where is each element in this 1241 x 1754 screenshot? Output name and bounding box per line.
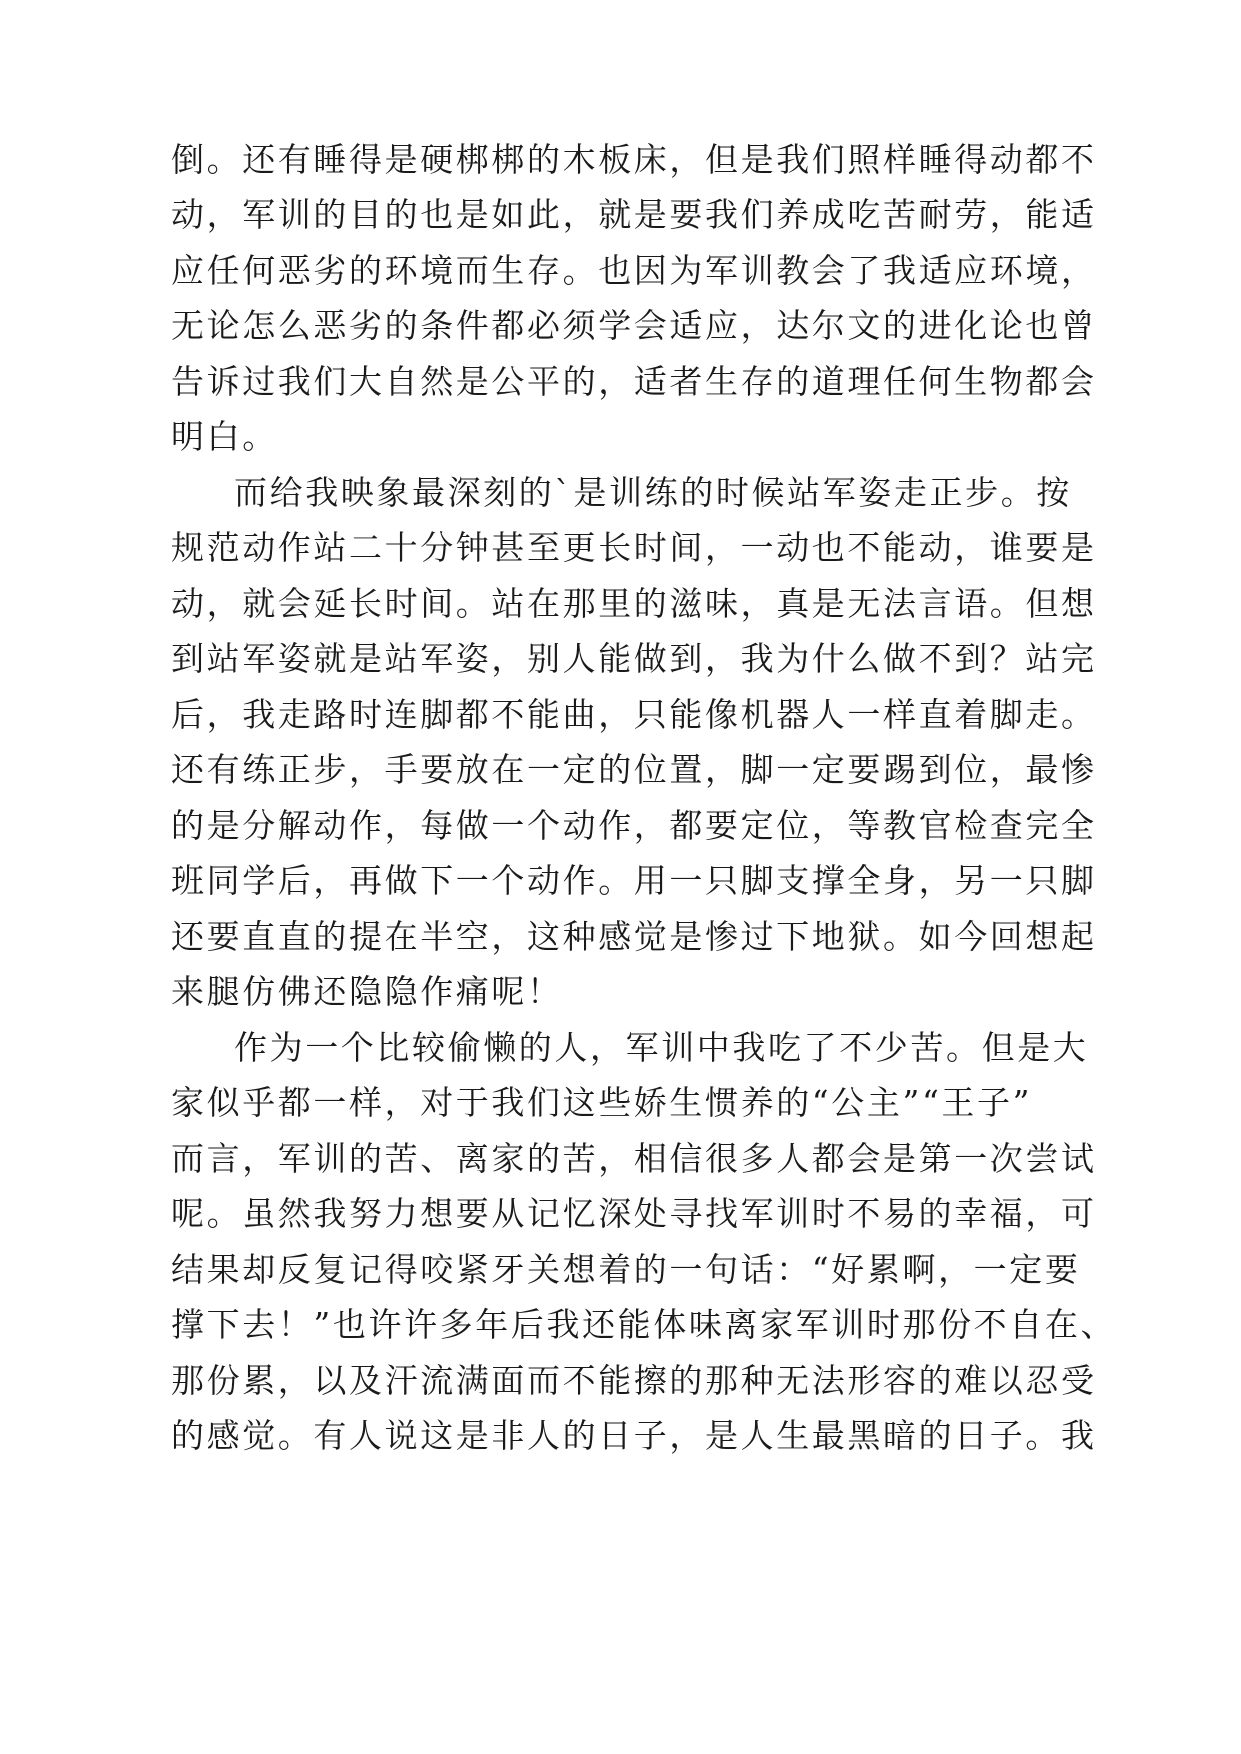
text-line-18: 家似乎都一样，对于我们这些娇生惯养的“公主”“王子”	[171, 1083, 1033, 1122]
text-line-14: 班同学后，再做下一个动作。用一只脚支撑全身，另一只脚	[171, 861, 1097, 900]
text-line-3: 应任何恶劣的环境而生存。也因为军训教会了我适应环境，	[171, 251, 1097, 290]
text-line-19: 而言，军训的苦、离家的苦，相信很多人都会是第一次尝试	[171, 1139, 1097, 1178]
text-line-5: 告诉过我们大自然是公平的，适者生存的道理任何生物都会	[171, 362, 1097, 401]
text-line-2: 动，军训的目的也是如此，就是要我们养成吃苦耐劳，能适	[171, 195, 1097, 234]
paragraph-2-first-line: 而给我映象最深刻的`是训练的时候站军姿走正步。按	[234, 473, 1072, 512]
text-line-10: 到站军姿就是站军姿，别人能做到，我为什么做不到？站完	[171, 639, 1097, 678]
text-line-21: 结果却反复记得咬紧牙关想着的一句话：“好累啊，一定要	[171, 1250, 1081, 1289]
text-line-16: 来腿仿佛还隐隐作痛呢！	[171, 972, 563, 1011]
paragraph-3-first-line: 作为一个比较偷懒的人，军训中我吃了不少苦。但是大	[234, 1028, 1089, 1067]
text-line-13: 的是分解动作，每做一个动作，都要定位，等教官检查完全	[171, 806, 1097, 845]
text-line-20: 呢。虽然我努力想要从记忆深处寻找军训时不易的幸福，可	[171, 1194, 1097, 1233]
text-line-12: 还有练正步，手要放在一定的位置，脚一定要踢到位，最惨	[171, 750, 1097, 789]
text-line-23: 那份累，以及汗流满面而不能擦的那种无法形容的难以忍受	[171, 1361, 1097, 1400]
text-line-8: 规范动作站二十分钟甚至更长时间，一动也不能动，谁要是	[171, 528, 1097, 567]
text-line-15: 还要直直的提在半空，这种感觉是惨过下地狱。如今回想起	[171, 917, 1097, 956]
text-line-24: 的感觉。有人说这是非人的日子，是人生最黑暗的日子。我	[171, 1416, 1097, 1455]
text-line-22: 撑下去！”也许许多年后我还能体味离家军训时那份不自在、	[171, 1305, 1117, 1344]
text-line-1: 倒。还有睡得是硬梆梆的木板床，但是我们照样睡得动都不	[171, 140, 1097, 179]
text-line-9: 动，就会延长时间。站在那里的滋味，真是无法言语。但想	[171, 584, 1097, 623]
text-line-4: 无论怎么恶劣的条件都必须学会适应，达尔文的进化论也曾	[171, 306, 1097, 345]
text-line-11: 后，我走路时连脚都不能曲，只能像机器人一样直着脚走。	[171, 695, 1097, 734]
text-line-6: 明白。	[171, 417, 278, 456]
